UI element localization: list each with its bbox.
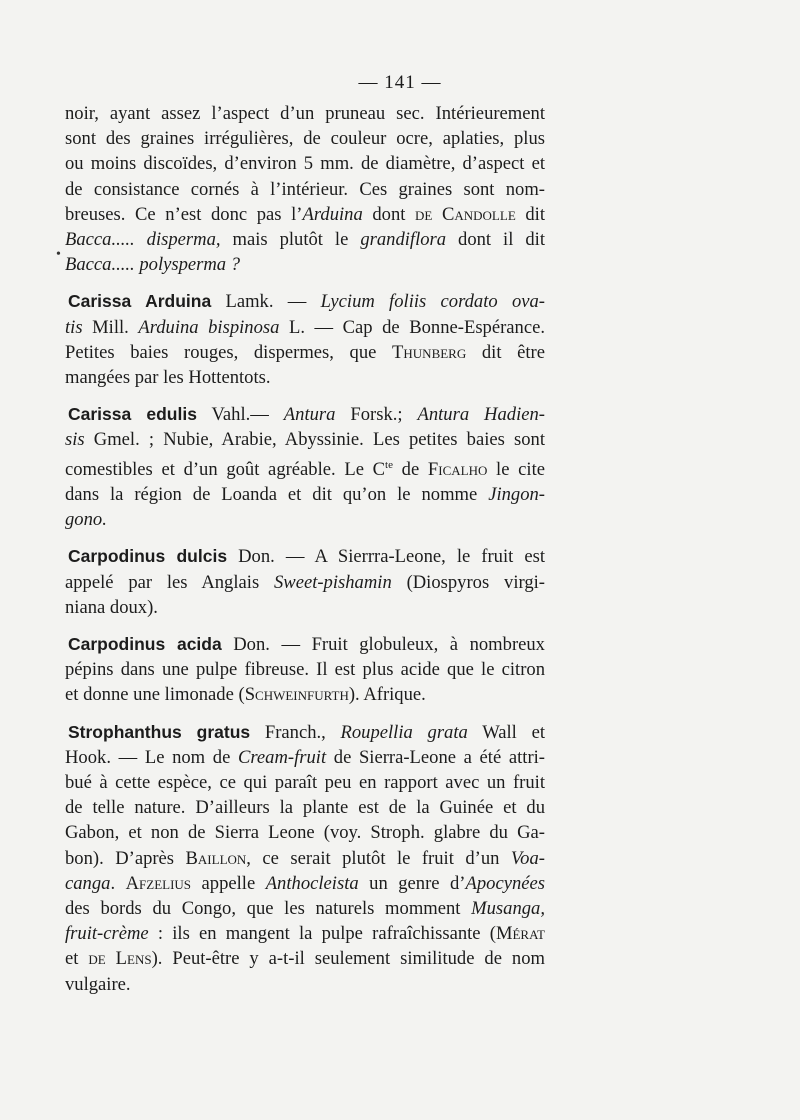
text-line: Strophanthus gratus Franch., Roupellia grata Wall et [68,721,545,743]
text-line: Carpodinus acida Don. — Fruit globuleux, à nombreux [68,634,545,656]
text-line: fruit-crème : ils en mangent la pulpe rafraîchissante (Mérat [65,923,545,945]
species-name: Carissa Arduina [68,291,212,312]
text-line: sont des graines irrégulières, de couleur ocre, aplaties, plus [65,128,545,150]
text-line: vulgaire. [65,973,131,995]
intro-paragraph [65,101,545,277]
text-line: Bacca..... disperma, mais plutôt le grandiflora dont il dit [65,229,545,251]
text-line: pépins dans une pulpe fibreuse. Il est plus acide que le citron [65,659,545,681]
text-line: Bacca..... polysperma ? [65,254,241,276]
text-line: sis Gmel. ; Nubie, Arabie, Abyssinie. Les petites baies sont [65,429,545,451]
text-line: Petites baies rouges, dispermes, que Thunberg dit être [65,341,545,363]
entry-carpodinus-acida [65,632,545,708]
text-line: bon). D’après Baillon, ce serait plutôt le fruit d’un Voa- [65,847,545,869]
text-line: niana doux). [65,596,158,618]
text-line: gono. [65,509,107,531]
text-line: de telle nature. D’ailleurs la plante est de la Guinée et du [65,797,545,819]
text-line: ou moins discoïdes, d’environ 5 mm. de diamètre, d’aspect et [65,153,545,175]
text-line: et de Lens). Peut-être y a-t-il seulement similitude de nom [65,948,545,970]
entry-carissa-edulis [65,402,545,532]
species-name: Carissa edulis [68,404,197,425]
text-line: des bords du Congo, que les naturels momment Musanga, [65,898,545,920]
text-line: mangées par les Hottentots. [65,367,271,389]
text-line: Hook. — Le nom de Cream-fruit de Sierra-Leone a été attri- [65,746,545,768]
text-line: canga. Afzelius appelle Anthocleista un genre d’Apocynées [65,872,545,894]
species-name: Strophanthus gratus [68,721,251,742]
page-text [65,101,545,997]
entry-carpodinus-dulcis [65,544,545,620]
text-line: bué à cette espèce, ce qui paraît peu en rapport avec un fruit [65,772,545,794]
text-line: breuses. Ce n’est donc pas l’Arduina dont de Candolle dit [65,203,545,225]
margin-mark: • [56,247,61,262]
text-line: Carpodinus dulcis Don. — A Sierrra-Leone, le fruit est [68,546,546,568]
entry-carissa-arduina [65,289,545,390]
text-line: dans la région de Loanda et dit qu’on le nomme Jingon- [65,484,545,506]
text-line: et donne une limonade (Schweinfurth). Afrique. [65,684,426,706]
text-line: noir, ayant assez l’aspect d’un pruneau sec. Intérieurement [65,103,545,124]
text-line: Carissa Arduina Lamk. — Lycium foliis cordato ova- [68,291,545,313]
page-number: — 141 — [358,72,442,93]
text-line: Carissa edulis Vahl.— Antura Forsk.; Antura Hadien- [68,404,545,426]
text-line: Gabon, et non de Sierra Leone (voy. Stroph. glabre du Ga- [65,822,545,844]
entry-strophanthus-gratus [65,720,545,997]
text-line: appelé par les Anglais Sweet-pishamin (Diospyros virgi- [65,571,545,593]
text-line: tis Mill. Arduina bispinosa L. — Cap de Bonne-Espérance. [65,316,546,338]
species-name: Carpodinus acida [68,634,222,655]
text-line: comestibles et d’un goût agréable. Le $C^{te}$ de Ficalho le cite [65,458,545,480]
species-name: Carpodinus dulcis [68,546,228,567]
text-line: de consistance cornés à l’intérieur. Ces graines sont nom- [65,178,545,200]
